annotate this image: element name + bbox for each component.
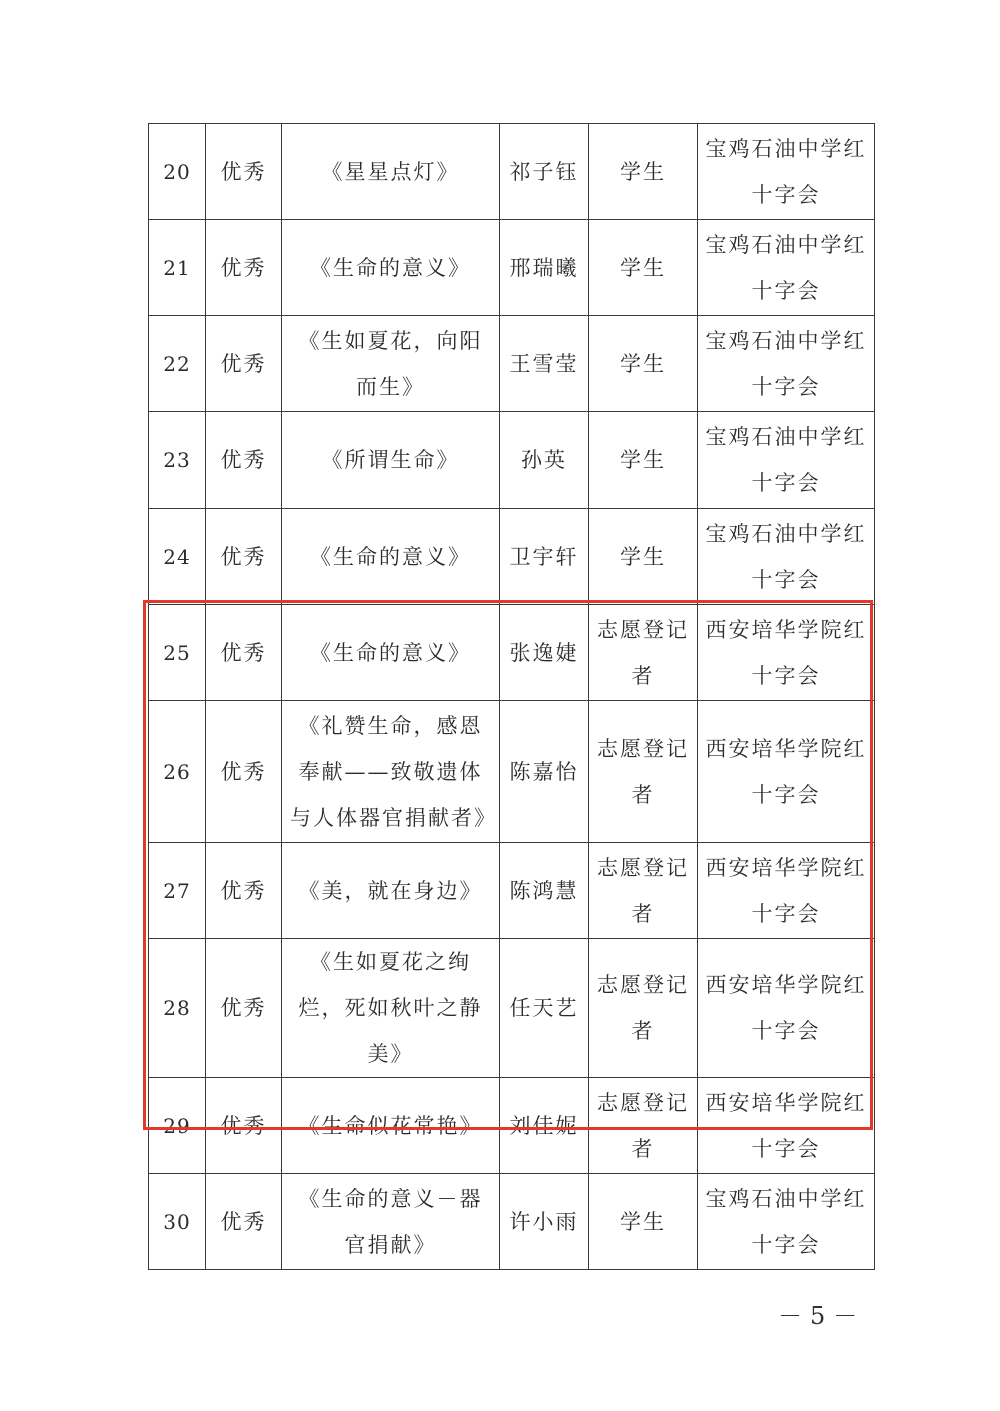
table-row — [149, 316, 875, 412]
cell-grade: 优秀 — [206, 701, 282, 843]
cell-name: 祁子钰 — [500, 124, 589, 220]
cell-role: 志愿登记者 — [589, 939, 698, 1078]
cell-org: 西安培华学院红十字会 — [698, 939, 875, 1078]
cell-grade: 优秀 — [206, 843, 282, 939]
cell-org: 宝鸡石油中学红十字会 — [698, 1174, 875, 1270]
cell-name: 邢瑞曦 — [500, 220, 589, 316]
cell-title: 《所谓生命》 — [282, 412, 500, 509]
cell-org: 宝鸡石油中学红十字会 — [698, 220, 875, 316]
cell-role: 学生 — [589, 316, 698, 412]
cell-grade: 优秀 — [206, 220, 282, 316]
cell-grade: 优秀 — [206, 124, 282, 220]
cell-no: 24 — [149, 509, 206, 605]
cell-org: 宝鸡石油中学红十字会 — [698, 412, 875, 509]
cell-org: 西安培华学院红十字会 — [698, 1078, 875, 1174]
cell-title: 《生命的意义》 — [282, 220, 500, 316]
cell-role: 学生 — [589, 509, 698, 605]
cell-no: 23 — [149, 412, 206, 509]
cell-role: 学生 — [589, 124, 698, 220]
cell-title: 《生命的意义》 — [282, 509, 500, 605]
table-row — [149, 124, 875, 220]
cell-grade: 优秀 — [206, 412, 282, 509]
table-row — [149, 605, 875, 701]
cell-name: 孙英 — [500, 412, 589, 509]
cell-org: 宝鸡石油中学红十字会 — [698, 316, 875, 412]
table-row — [149, 701, 875, 843]
cell-grade: 优秀 — [206, 605, 282, 701]
table-row — [149, 1174, 875, 1270]
cell-title: 《生命的意义》 — [282, 605, 500, 701]
cell-title: 《生命似花常艳》 — [282, 1078, 500, 1174]
cell-name: 任天艺 — [500, 939, 589, 1078]
table-row — [149, 1078, 875, 1174]
cell-grade: 优秀 — [206, 509, 282, 605]
cell-name: 张逸婕 — [500, 605, 589, 701]
cell-name: 刘佳妮 — [500, 1078, 589, 1174]
table-row — [149, 412, 875, 509]
cell-title: 《美，就在身边》 — [282, 843, 500, 939]
cell-name: 许小雨 — [500, 1174, 589, 1270]
cell-org: 西安培华学院红十字会 — [698, 843, 875, 939]
cell-title: 《生命的意义－器官捐献》 — [282, 1174, 500, 1270]
cell-name: 王雪莹 — [500, 316, 589, 412]
cell-role: 志愿登记者 — [589, 1078, 698, 1174]
cell-no: 20 — [149, 124, 206, 220]
cell-title: 《星星点灯》 — [282, 124, 500, 220]
cell-no: 22 — [149, 316, 206, 412]
cell-title: 《生如夏花，向阳而生》 — [282, 316, 500, 412]
table-row — [149, 939, 875, 1078]
cell-grade: 优秀 — [206, 316, 282, 412]
cell-role: 志愿登记者 — [589, 605, 698, 701]
cell-org: 西安培华学院红十字会 — [698, 605, 875, 701]
cell-no: 25 — [149, 605, 206, 701]
awards-table — [148, 123, 875, 1270]
cell-name: 卫宇轩 — [500, 509, 589, 605]
table-body — [149, 124, 875, 1270]
table-row — [149, 509, 875, 605]
page-number: －5－ — [778, 1302, 866, 1330]
cell-role: 学生 — [589, 220, 698, 316]
cell-no: 26 — [149, 701, 206, 843]
table-row — [149, 843, 875, 939]
cell-role: 学生 — [589, 412, 698, 509]
cell-no: 21 — [149, 220, 206, 316]
cell-name: 陈嘉怡 — [500, 701, 589, 843]
cell-name: 陈鸿慧 — [500, 843, 589, 939]
cell-title: 《礼赞生命，感恩奉献——致敬遗体与人体器官捐献者》 — [282, 701, 500, 843]
table-row — [149, 220, 875, 316]
cell-org: 西安培华学院红十字会 — [698, 701, 875, 843]
cell-grade: 优秀 — [206, 1078, 282, 1174]
cell-grade: 优秀 — [206, 1174, 282, 1270]
cell-grade: 优秀 — [206, 939, 282, 1078]
cell-no: 30 — [149, 1174, 206, 1270]
cell-org: 宝鸡石油中学红十字会 — [698, 124, 875, 220]
cell-role: 志愿登记者 — [589, 843, 698, 939]
cell-no: 28 — [149, 939, 206, 1078]
cell-role: 学生 — [589, 1174, 698, 1270]
cell-no: 29 — [149, 1078, 206, 1174]
cell-no: 27 — [149, 843, 206, 939]
cell-role: 志愿登记者 — [589, 701, 698, 843]
cell-org: 宝鸡石油中学红十字会 — [698, 509, 875, 605]
cell-title: 《生如夏花之绚烂，死如秋叶之静美》 — [282, 939, 500, 1078]
